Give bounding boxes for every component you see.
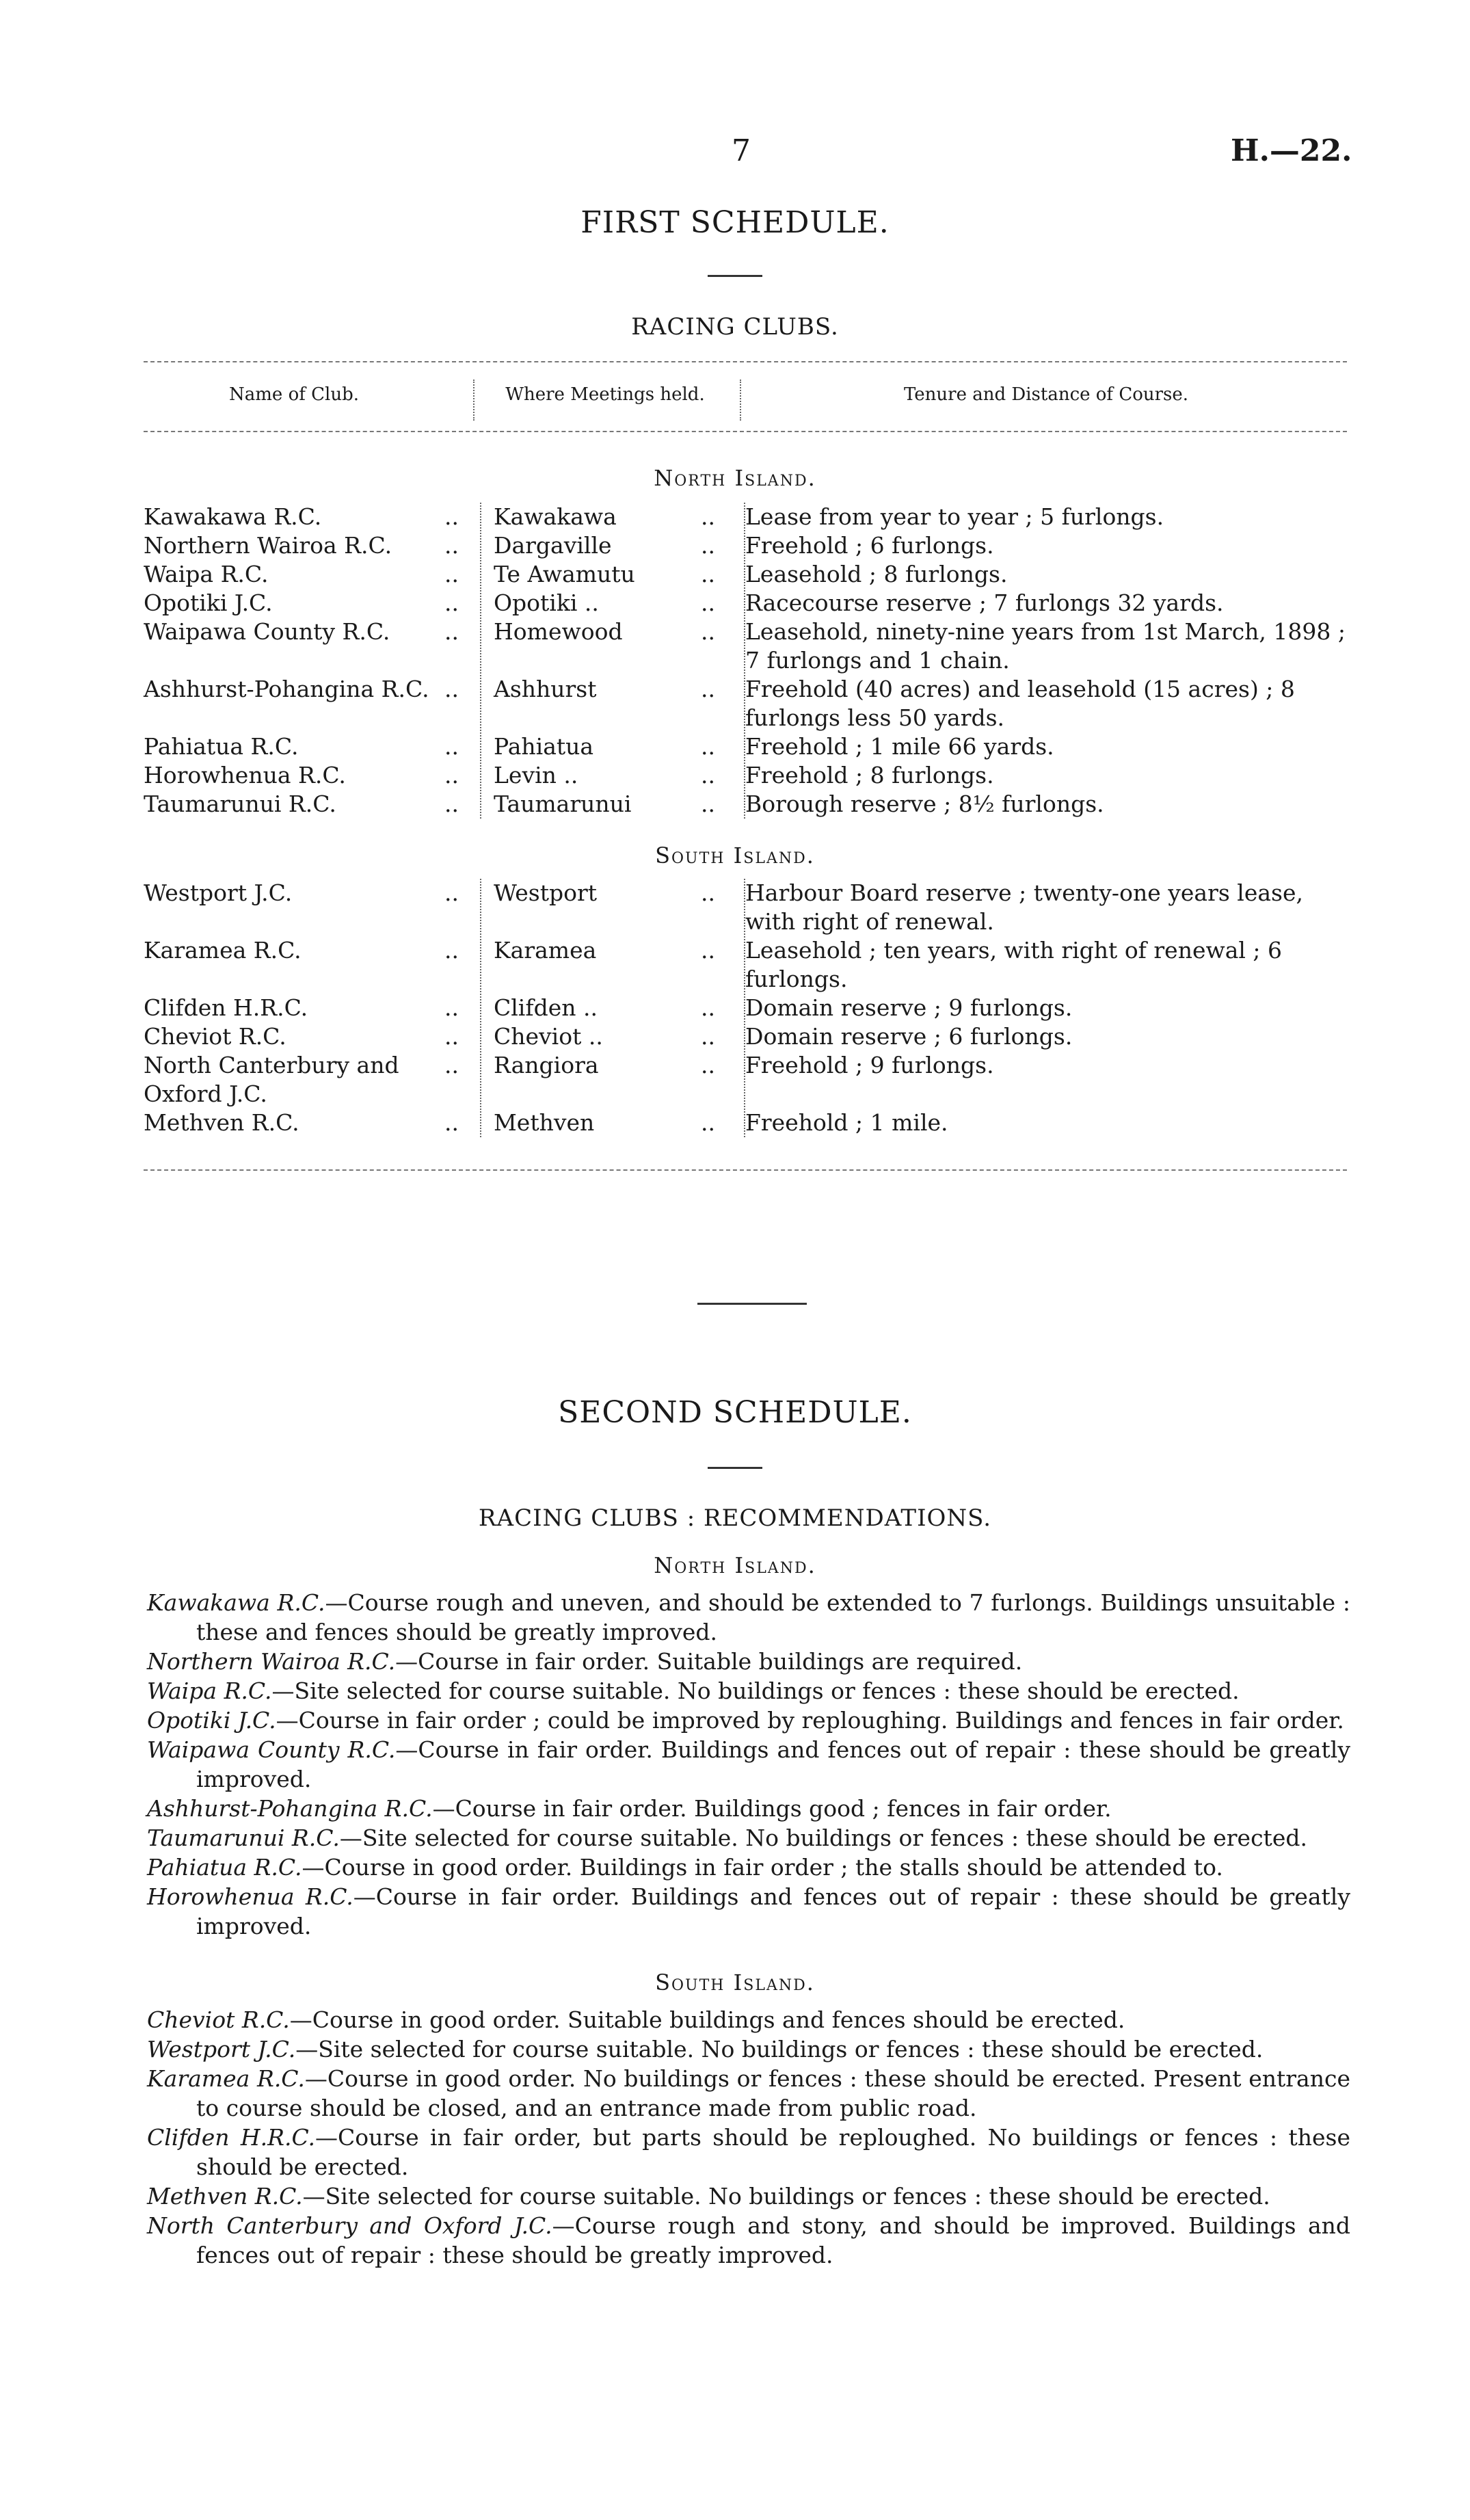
page-number: 7: [732, 133, 751, 168]
meeting-place: Methven: [494, 1109, 595, 1136]
column-header-tenure: Tenure and Distance of Course.: [903, 384, 1189, 405]
leader-dots: ..: [444, 1052, 459, 1078]
meeting-place: Homewood: [494, 618, 623, 645]
leader-dots: ..: [701, 994, 715, 1021]
column-divider: [744, 879, 745, 1137]
leader-dots: ..: [701, 618, 715, 645]
tenure-distance: Harbour Board reserve ; twenty-one years lease, with right of renewal.: [745, 879, 1303, 935]
tenure-distance: Leasehold ; ten years, with right of renewal ; 6 furlongs.: [745, 937, 1283, 992]
recommendation-text: —Course in fair order, but parts should be reploughed. No buildings or fences : these should be erected.: [196, 2124, 1350, 2180]
document-reference: H.—22.: [1231, 133, 1352, 168]
recommendation-text: —Course in good order. No buildings or fences : these should be erected. Present entrance to course should be closed, and an entrance made from public road.: [196, 2065, 1350, 2121]
tenure-distance: Lease from year to year ; 5 furlongs.: [745, 503, 1164, 530]
leader-dots: ..: [444, 937, 459, 964]
meeting-place: Dargaville: [494, 532, 612, 559]
recommendation-club: Pahiatua R.C.: [147, 1854, 302, 1881]
recommendation-item: [147, 1882, 1350, 1941]
tenure-distance: Freehold ; 8 furlongs.: [745, 762, 994, 788]
recommendation-item: [147, 2123, 1350, 2181]
south-recommendations: [147, 2005, 1350, 2270]
recommendation-item: [147, 2064, 1350, 2123]
club-name: Opotiki J.C.: [144, 589, 273, 616]
tenure-distance: Domain reserve ; 9 furlongs.: [745, 994, 1073, 1021]
leader-dots: ..: [701, 503, 715, 530]
second-schedule-subtitle: RACING CLUBS : RECOMMENDATIONS.: [478, 1504, 992, 1532]
recommendation-item: [147, 1735, 1350, 1794]
recommendation-text: —Course in fair order. Buildings and fences out of repair : these should be greatly improved.: [196, 1883, 1350, 1939]
recommendation-club: Ashhurst-Pohangina R.C.: [147, 1795, 433, 1822]
title-rule: [708, 275, 762, 277]
leader-dots: ..: [444, 762, 459, 788]
leader-dots: ..: [444, 503, 459, 530]
first-schedule-title: FIRST SCHEDULE.: [580, 205, 890, 240]
meeting-place: Taumarunui: [494, 791, 632, 817]
table-top-rule: [144, 361, 1347, 362]
recommendation-item: [147, 1853, 1350, 1882]
recommendation-club: Waipawa County R.C.: [147, 1736, 396, 1763]
club-name: Kawakawa R.C.: [144, 503, 322, 530]
recommendation-text: —Course rough and stony, and should be improved. Buildings and fences out of repair : these should be greatly improved.: [196, 2212, 1350, 2268]
recommendation-text: —Site selected for course suitable. No buildings or fences : these should be erected.: [302, 2183, 1270, 2210]
meeting-place: Opotiki ..: [494, 589, 599, 616]
tenure-distance: Freehold ; 1 mile 66 yards.: [745, 733, 1054, 760]
tenure-distance: Domain reserve ; 6 furlongs.: [745, 1023, 1073, 1050]
club-name: Karamea R.C.: [144, 937, 302, 964]
recommendation-text: —Course in good order. Buildings in fair order ; the stalls should be attended to.: [302, 1854, 1223, 1881]
recommendation-club: Westport J.C.: [147, 2036, 296, 2063]
recommendation-text: —Course in fair order ; could be improved by reploughing. Buildings and fences in fair order.: [276, 1707, 1344, 1734]
club-name: North Canterbury and Oxford J.C.: [144, 1052, 399, 1107]
second-schedule-title: SECOND SCHEDULE.: [558, 1395, 912, 1430]
club-name: Horowhenua R.C.: [144, 762, 346, 788]
recommendation-item: [147, 1823, 1350, 1853]
recommendation-club: Karamea R.C.: [147, 2065, 305, 2092]
column-divider: [480, 879, 481, 1137]
section-separator: [697, 1303, 807, 1305]
recommendations-north-heading: North Island.: [654, 1552, 816, 1578]
meeting-place: Levin ..: [494, 762, 578, 788]
leader-dots: ..: [701, 589, 715, 616]
tenure-distance: Freehold ; 1 mile.: [745, 1109, 948, 1136]
recommendation-item: [147, 2181, 1350, 2211]
leader-dots: ..: [444, 1109, 459, 1136]
recommendation-item: [147, 2211, 1350, 2270]
column-divider: [480, 503, 481, 819]
table-header-rule: [144, 431, 1347, 432]
leader-dots: ..: [444, 676, 459, 702]
recommendation-text: —Course in fair order. Suitable buildings are required.: [395, 1648, 1023, 1675]
tenure-distance: Freehold (40 acres) and leasehold (15 acres) ; 8 furlongs less 50 yards.: [745, 676, 1295, 731]
club-name: Ashhurst-Pohangina R.C.: [144, 676, 429, 702]
leader-dots: ..: [701, 1052, 715, 1078]
club-name: Westport J.C.: [144, 879, 293, 906]
recommendation-text: —Course in good order. Suitable buildings and fences should be erected.: [289, 2006, 1125, 2033]
north-island-heading: North Island.: [654, 465, 816, 491]
leader-dots: ..: [701, 762, 715, 788]
title-rule: [708, 1467, 762, 1469]
leader-dots: ..: [701, 676, 715, 702]
recommendation-text: —Course in fair order. Buildings good ; fences in fair order.: [432, 1795, 1112, 1822]
tenure-distance: Freehold ; 9 furlongs.: [745, 1052, 994, 1078]
leader-dots: ..: [701, 937, 715, 964]
column-header-where: Where Meetings held.: [505, 384, 705, 405]
club-name: Waipa R.C.: [144, 561, 269, 587]
leader-dots: ..: [444, 589, 459, 616]
leader-dots: ..: [444, 532, 459, 559]
club-name: Methven R.C.: [144, 1109, 299, 1136]
leader-dots: ..: [444, 994, 459, 1021]
column-divider: [744, 503, 745, 819]
leader-dots: ..: [701, 1109, 715, 1136]
leader-dots: ..: [701, 733, 715, 760]
tenure-distance: Borough reserve ; 8½ furlongs.: [745, 791, 1104, 817]
header-divider: [740, 380, 741, 421]
recommendation-item: [147, 1794, 1350, 1823]
recommendation-club: Northern Wairoa R.C.: [147, 1648, 396, 1675]
tenure-distance: Freehold ; 6 furlongs.: [745, 532, 994, 559]
meeting-place: Rangiora: [494, 1052, 599, 1078]
recommendation-item: [147, 1647, 1350, 1676]
recommendation-text: —Site selected for course suitable. No buildings or fences : these should be erected.: [339, 1825, 1307, 1851]
club-name: Northern Wairoa R.C.: [144, 532, 392, 559]
leader-dots: ..: [444, 733, 459, 760]
recommendation-item: [147, 1588, 1350, 1647]
north-recommendations: [147, 1588, 1350, 1941]
recommendation-club: Kawakawa R.C.: [147, 1589, 325, 1616]
recommendation-text: —Site selected for course suitable. No buildings or fences : these should be erected.: [295, 2036, 1264, 2063]
recommendation-club: Clifden H.R.C.: [147, 2124, 316, 2151]
tenure-distance: Leasehold ; 8 furlongs.: [745, 561, 1008, 587]
recommendation-club: Horowhenua R.C.: [147, 1883, 353, 1910]
meeting-place: Pahiatua: [494, 733, 594, 760]
recommendation-item: [147, 1706, 1350, 1735]
meeting-place: Clifden ..: [494, 994, 598, 1021]
recommendation-club: North Canterbury and Oxford J.C.: [147, 2212, 552, 2239]
club-name: Pahiatua R.C.: [144, 733, 299, 760]
club-name: Cheviot R.C.: [144, 1023, 286, 1050]
recommendation-text: —Course in fair order. Buildings and fences out of repair : these should be greatly improved.: [196, 1736, 1350, 1792]
leader-dots: ..: [444, 561, 459, 587]
leader-dots: ..: [444, 1023, 459, 1050]
recommendation-text: —Course rough and uneven, and should be extended to 7 furlongs. Buildings unsuitable : these and fences should be greatly improved.: [196, 1589, 1351, 1645]
leader-dots: ..: [701, 1023, 715, 1050]
recommendation-club: Methven R.C.: [147, 2183, 303, 2210]
table-bottom-rule: [144, 1169, 1347, 1171]
recommendation-club: Opotiki J.C.: [147, 1707, 276, 1734]
recommendation-club: Waipa R.C.: [147, 1677, 272, 1704]
meeting-place: Karamea: [494, 937, 597, 964]
recommendation-club: Cheviot R.C.: [147, 2006, 290, 2033]
leader-dots: ..: [701, 879, 715, 906]
leader-dots: ..: [444, 879, 459, 906]
recommendation-item: [147, 1676, 1350, 1706]
meeting-place: Cheviot ..: [494, 1023, 603, 1050]
club-name: Clifden H.R.C.: [144, 994, 308, 1021]
recommendation-club: Taumarunui R.C.: [147, 1825, 340, 1851]
leader-dots: ..: [701, 532, 715, 559]
first-schedule-subtitle: RACING CLUBS.: [631, 313, 839, 341]
club-name: Taumarunui R.C.: [144, 791, 336, 817]
meeting-place: Westport: [494, 879, 597, 906]
leader-dots: ..: [444, 791, 459, 817]
tenure-distance: Racecourse reserve ; 7 furlongs 32 yards.: [745, 589, 1224, 616]
recommendation-text: —Site selected for course suitable. No buildings or fences : these should be erected.: [271, 1677, 1240, 1704]
recommendations-south-heading: South Island.: [655, 1969, 815, 1995]
meeting-place: Kawakawa: [494, 503, 617, 530]
header-divider: [473, 380, 475, 421]
recommendation-item: [147, 2034, 1350, 2064]
meeting-place: Ashhurst: [494, 676, 597, 702]
tenure-distance: Leasehold, ninety-nine years from 1st March, 1898 ; 7 furlongs and 1 chain.: [745, 618, 1346, 674]
leader-dots: ..: [701, 791, 715, 817]
leader-dots: ..: [444, 618, 459, 645]
club-name: Waipawa County R.C.: [144, 618, 390, 645]
recommendation-item: [147, 2005, 1350, 2034]
meeting-place: Te Awamutu: [494, 561, 635, 587]
south-island-heading: South Island.: [655, 843, 815, 868]
column-header-name: Name of Club.: [229, 384, 359, 405]
leader-dots: ..: [701, 561, 715, 587]
